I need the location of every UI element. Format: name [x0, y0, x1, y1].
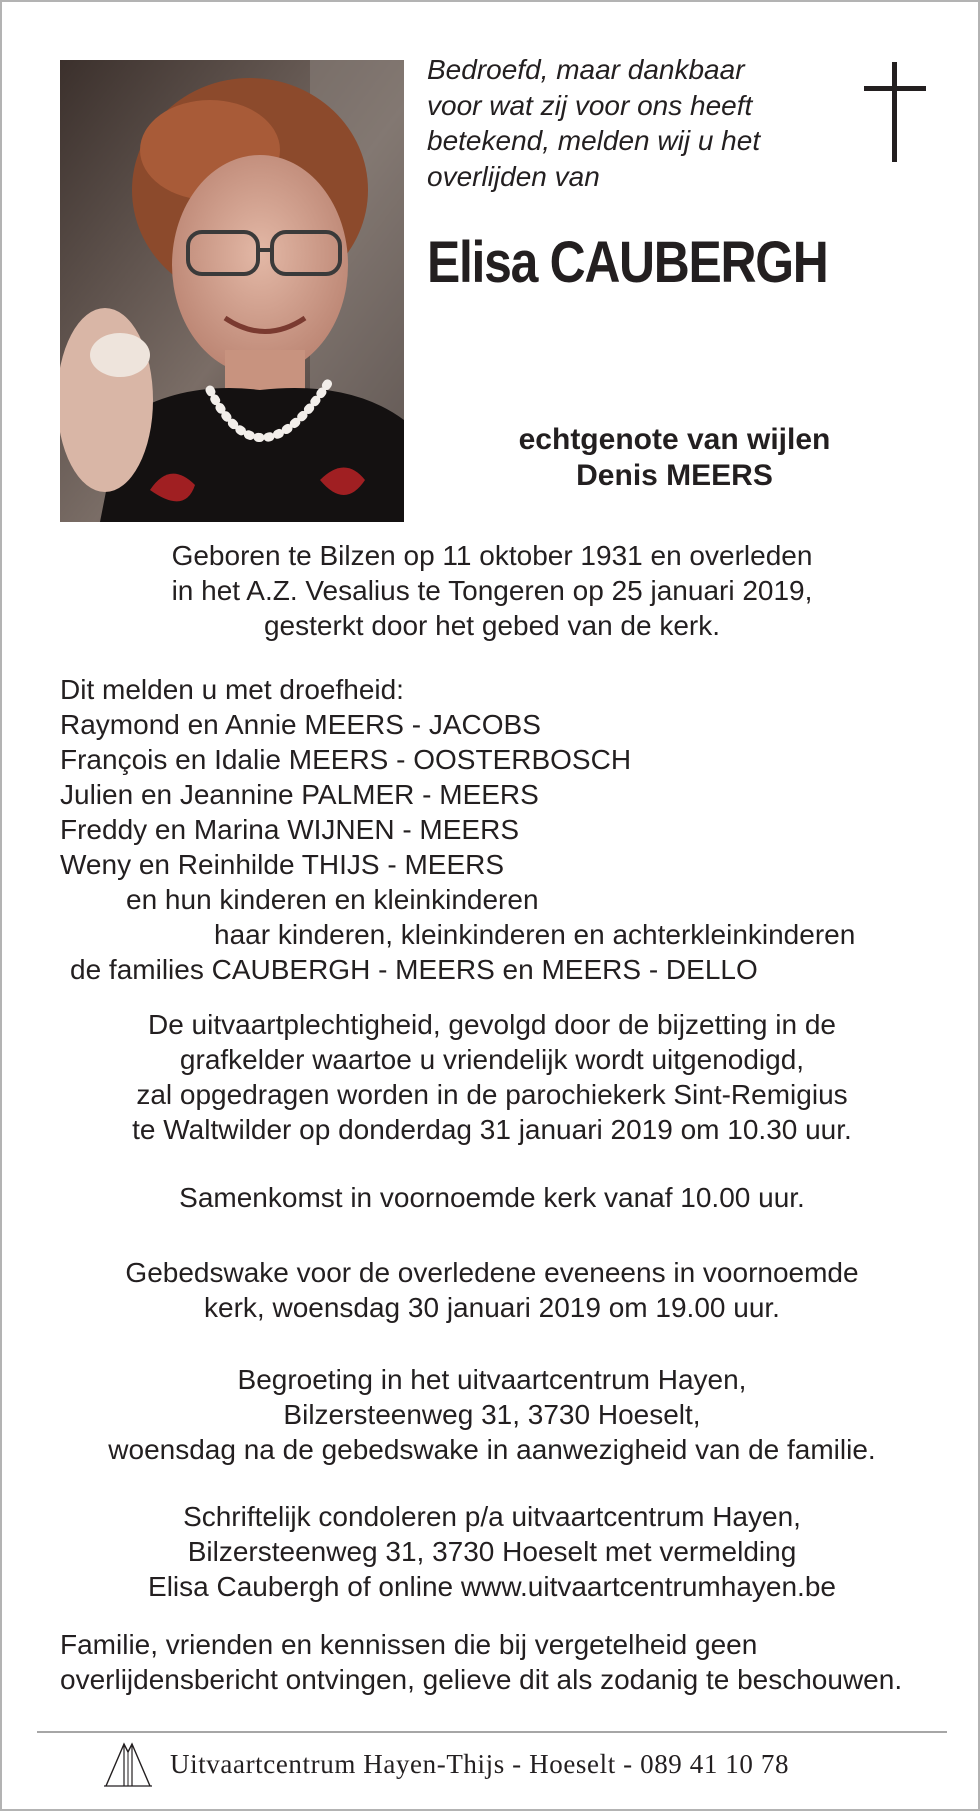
wake-paragraph [52, 1255, 932, 1325]
family-children: en hun kinderen en kleinkinderen [126, 884, 539, 915]
spouse-line: echtgenote van wijlen [518, 423, 831, 456]
footer-divider [37, 1731, 947, 1733]
intro-line: Bedroefd, maar dankbaar [427, 54, 745, 85]
family-member: Julien en Jeannine PALMER - MEERS [60, 779, 539, 810]
greeting-paragraph [52, 1362, 932, 1467]
family-grandchildren: haar kinderen, kleinkinderen en achterkleinkinderen [214, 919, 856, 950]
birth-line: Geboren te Bilzen op 11 oktober 1931 en overleden [171, 540, 813, 571]
condolence-line: Bilzersteenweg 31, 3730 Hoeselt met vermelding [187, 1536, 797, 1567]
family-member: Raymond en Annie MEERS - JACOBS [60, 709, 541, 740]
wake-line: Gebedswake voor de overledene eveneens in voornoemde [125, 1257, 859, 1288]
family-heading: Dit melden u met droefheid: [60, 674, 404, 705]
spouse-text [427, 422, 922, 494]
wake-line: kerk, woensdag 30 januari 2019 om 19.00 uur. [204, 1292, 780, 1323]
intro-line: voor wat zij voor ons heeft [427, 89, 753, 121]
greeting-line: Begroeting in het uitvaartcentrum Hayen, [237, 1364, 747, 1395]
condolence-line: Schriftelijk condoleren p/a uitvaartcentrum Hayen, [183, 1501, 801, 1532]
condolence-line: Elisa Caubergh of online www.uitvaartcentrumhayen.be [148, 1571, 836, 1602]
ceremony-line: te Waltwilder op donderdag 31 januari 2019 om 10.30 uur. [132, 1114, 852, 1145]
intro-text [427, 52, 827, 194]
footer-text: Uitvaartcentrum Hayen-Thijs - Hoeselt - 089 41 10 78 [170, 1749, 790, 1779]
footer [102, 1736, 962, 1796]
intro-line: betekend, melden wij u het [427, 125, 761, 156]
greeting-line: Bilzersteenweg 31, 3730 Hoeselt, [283, 1399, 701, 1430]
portrait-photo [60, 60, 404, 522]
spouse-name: Denis MEERS [576, 459, 773, 492]
meeting-paragraph [52, 1180, 932, 1215]
family-member: Freddy en Marina WIJNEN - MEERS [60, 814, 519, 845]
notice-paragraph: Familie, vrienden en kennissen die bij vergetelheid geen overlijdensbericht ontvingen, gelieve dit als zodanig te beschouwen. [60, 1629, 903, 1695]
ceremony-line: zal opgedragen worden in de parochiekerk Sint-Remigius [136, 1079, 848, 1110]
deceased-name: Elisa CAUBERGH [427, 230, 828, 295]
family-list [60, 672, 940, 987]
cross-icon [864, 62, 926, 162]
ceremony-line: De uitvaartplechtigheid, gevolgd door de bijzetting in de [147, 1009, 836, 1040]
condolence-paragraph [52, 1499, 932, 1604]
ceremony-line: grafkelder waartoe u vriendelijk wordt uitgenodigd, [179, 1044, 805, 1075]
family-families: de families CAUBERGH - MEERS en MEERS - DELLO [70, 954, 758, 985]
family-member: Weny en Reinhilde THIJS - MEERS [60, 849, 505, 880]
ceremony-paragraph [52, 1007, 932, 1147]
greeting-line: woensdag na de gebedswake in aanwezigheid van de familie. [108, 1434, 876, 1465]
birth-line: gesterkt door het gebed van de kerk. [263, 610, 721, 641]
meeting-line: Samenkomst in voornoemde kerk vanaf 10.00 uur. [179, 1182, 805, 1213]
church-logo-icon [102, 1740, 154, 1788]
family-member: François en Idalie MEERS - OOSTERBOSCH [60, 744, 632, 775]
birth-line: in het A.Z. Vesalius te Tongeren op 25 januari 2019, [171, 575, 813, 606]
birth-paragraph [52, 538, 932, 643]
intro-line: overlijden van [427, 160, 600, 192]
